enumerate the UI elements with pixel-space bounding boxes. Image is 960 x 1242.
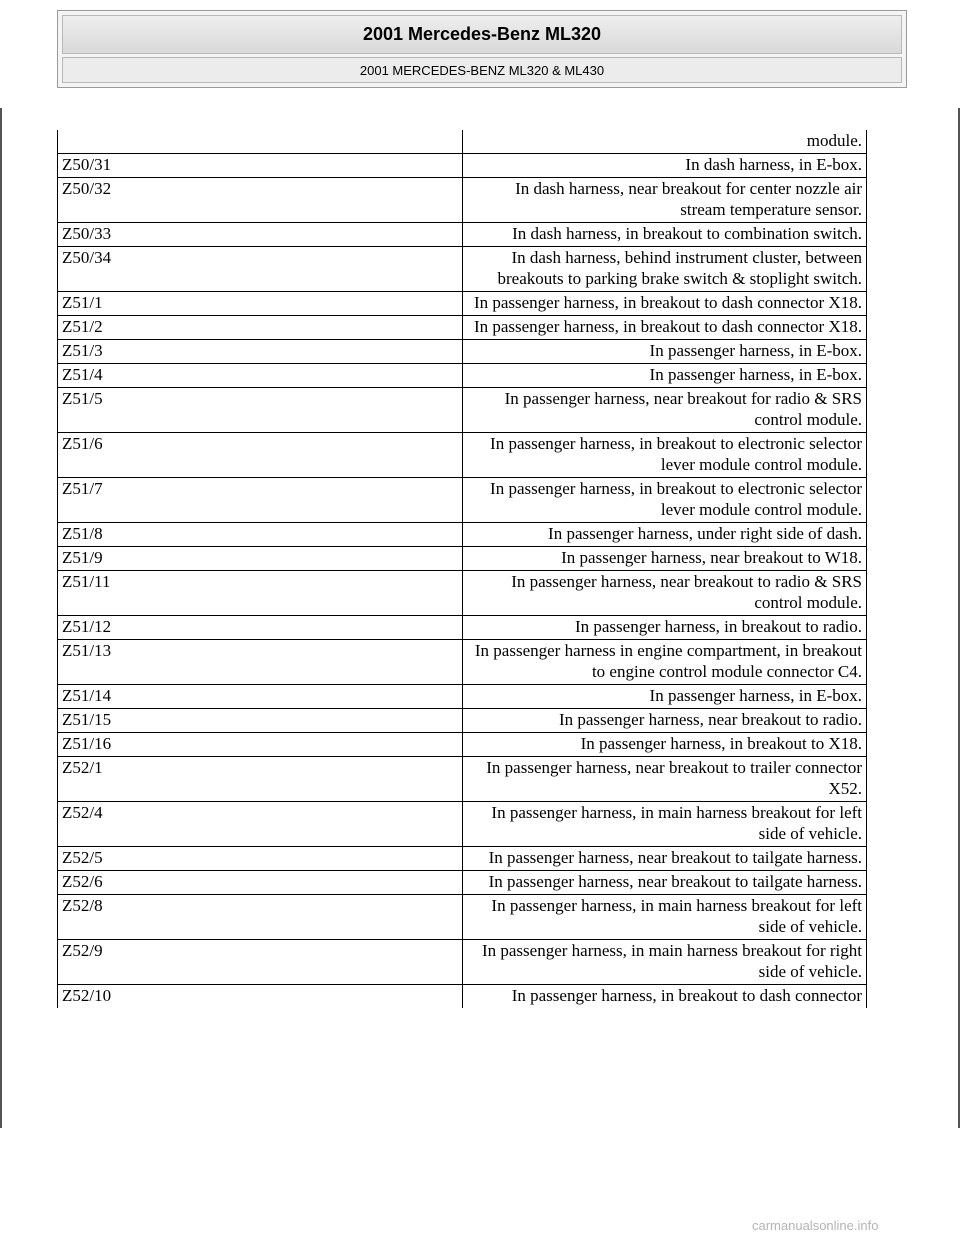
- splice-id-cell: Z50/33: [58, 223, 463, 246]
- splice-id-cell: Z51/13: [58, 640, 463, 684]
- location-cell: In dash harness, near breakout for center nozzle air stream temperature sensor.: [515, 179, 862, 219]
- table-row: [58, 940, 866, 985]
- splice-id-cell: Z51/1: [58, 292, 463, 315]
- table-row: [58, 871, 866, 895]
- splice-id-cell: Z51/6: [58, 433, 463, 477]
- location-cell: In dash harness, in E-box.: [685, 155, 862, 174]
- footer-watermark: carmanualsonline.info: [752, 1218, 879, 1233]
- table-row: [58, 130, 866, 154]
- table-row: [58, 640, 866, 685]
- table-row: [58, 154, 866, 178]
- table-row: [58, 178, 866, 223]
- location-cell: In passenger harness, in breakout to dash connector: [511, 986, 862, 1005]
- location-cell: In passenger harness, near breakout to trailer connector X52.: [486, 758, 862, 798]
- splice-id-cell: Z51/15: [58, 709, 463, 732]
- splice-id-cell: Z52/5: [58, 847, 463, 870]
- table-row: [58, 478, 866, 523]
- splice-id-cell: Z51/8: [58, 523, 463, 546]
- location-cell: In passenger harness, in breakout to electronic selector lever module control module.: [490, 434, 862, 474]
- location-cell: In passenger harness, in E-box.: [649, 365, 862, 384]
- location-cell: In passenger harness, near breakout to radio & SRS control module.: [511, 572, 862, 612]
- table-row: [58, 571, 866, 616]
- splice-id-cell: Z51/9: [58, 547, 463, 570]
- table-row: [58, 685, 866, 709]
- table-row: [58, 802, 866, 847]
- table-row: [58, 316, 866, 340]
- location-cell: In passenger harness, near breakout for radio & SRS control module.: [504, 389, 862, 429]
- location-cell: In dash harness, in breakout to combination switch.: [512, 224, 862, 243]
- table-row: [58, 340, 866, 364]
- location-cell: In passenger harness, in breakout to radio.: [574, 617, 862, 636]
- splice-id-cell: Z51/11: [58, 571, 463, 615]
- table-row: [58, 523, 866, 547]
- table-row: [58, 247, 866, 292]
- location-cell: In passenger harness, in breakout to dash connector X18.: [473, 317, 862, 336]
- location-cell: In passenger harness, in E-box.: [649, 686, 862, 705]
- splice-id-cell: Z52/8: [58, 895, 463, 939]
- table-row: [58, 709, 866, 733]
- splice-id-cell: Z51/16: [58, 733, 463, 756]
- location-cell: In passenger harness in engine compartment, in breakout to engine control module connector C4.: [474, 641, 862, 681]
- location-cell: In passenger harness, in main harness breakout for right side of vehicle.: [481, 941, 862, 981]
- table-row: [58, 547, 866, 571]
- location-cell: In passenger harness, in E-box.: [649, 341, 862, 360]
- table-row: [58, 733, 866, 757]
- splice-id-cell: Z52/1: [58, 757, 463, 801]
- splice-id-cell: Z51/2: [58, 316, 463, 339]
- splice-id-cell: Z50/34: [58, 247, 463, 291]
- location-cell: In passenger harness, in breakout to dash connector X18.: [473, 293, 862, 312]
- location-cell: In passenger harness, near breakout to tailgate harness.: [488, 848, 862, 867]
- page-header: [57, 10, 907, 88]
- location-cell: In passenger harness, near breakout to W18.: [561, 548, 862, 567]
- splice-location-table: [57, 130, 867, 1008]
- location-cell: In dash harness, behind instrument cluster, between breakouts to parking brake switch & stoplight switch.: [497, 248, 862, 288]
- splice-id-cell: Z51/12: [58, 616, 463, 639]
- location-cell: In passenger harness, in main harness breakout for left side of vehicle.: [491, 803, 862, 843]
- splice-id-cell: Z52/10: [58, 985, 463, 1008]
- location-cell: In passenger harness, near breakout to radio.: [558, 710, 862, 729]
- splice-id-cell: Z50/31: [58, 154, 463, 177]
- table-row: [58, 895, 866, 940]
- table-row: [58, 364, 866, 388]
- page-frame-left: [0, 108, 2, 1128]
- location-cell: In passenger harness, under right side of dash.: [548, 524, 862, 543]
- table-row: [58, 847, 866, 871]
- location-cell: In passenger harness, in breakout to electronic selector lever module control module.: [490, 479, 862, 519]
- splice-id-cell: Z51/14: [58, 685, 463, 708]
- header-subtitle: 2001 MERCEDES-BENZ ML320 & ML430: [62, 57, 902, 83]
- splice-id-cell: Z52/9: [58, 940, 463, 984]
- table-row: [58, 616, 866, 640]
- splice-id-cell: Z52/6: [58, 871, 463, 894]
- table-row: [58, 223, 866, 247]
- table-row: [58, 433, 866, 478]
- location-cell: In passenger harness, near breakout to tailgate harness.: [488, 872, 862, 891]
- splice-id-cell: Z50/32: [58, 178, 463, 222]
- location-cell: module.: [806, 131, 862, 150]
- splice-id-cell: Z51/4: [58, 364, 463, 387]
- splice-id-cell: Z51/5: [58, 388, 463, 432]
- table-row: [58, 388, 866, 433]
- table-row: [58, 985, 866, 1008]
- splice-id-cell: Z51/7: [58, 478, 463, 522]
- splice-id-cell: Z51/3: [58, 340, 463, 363]
- location-cell: In passenger harness, in breakout to X18.: [580, 734, 862, 753]
- header-title: 2001 Mercedes-Benz ML320: [62, 15, 902, 54]
- location-cell: In passenger harness, in main harness breakout for left side of vehicle.: [491, 896, 862, 936]
- splice-id-cell: Z52/4: [58, 802, 463, 846]
- table-row: [58, 757, 866, 802]
- splice-id-cell: [58, 130, 463, 153]
- table-row: [58, 292, 866, 316]
